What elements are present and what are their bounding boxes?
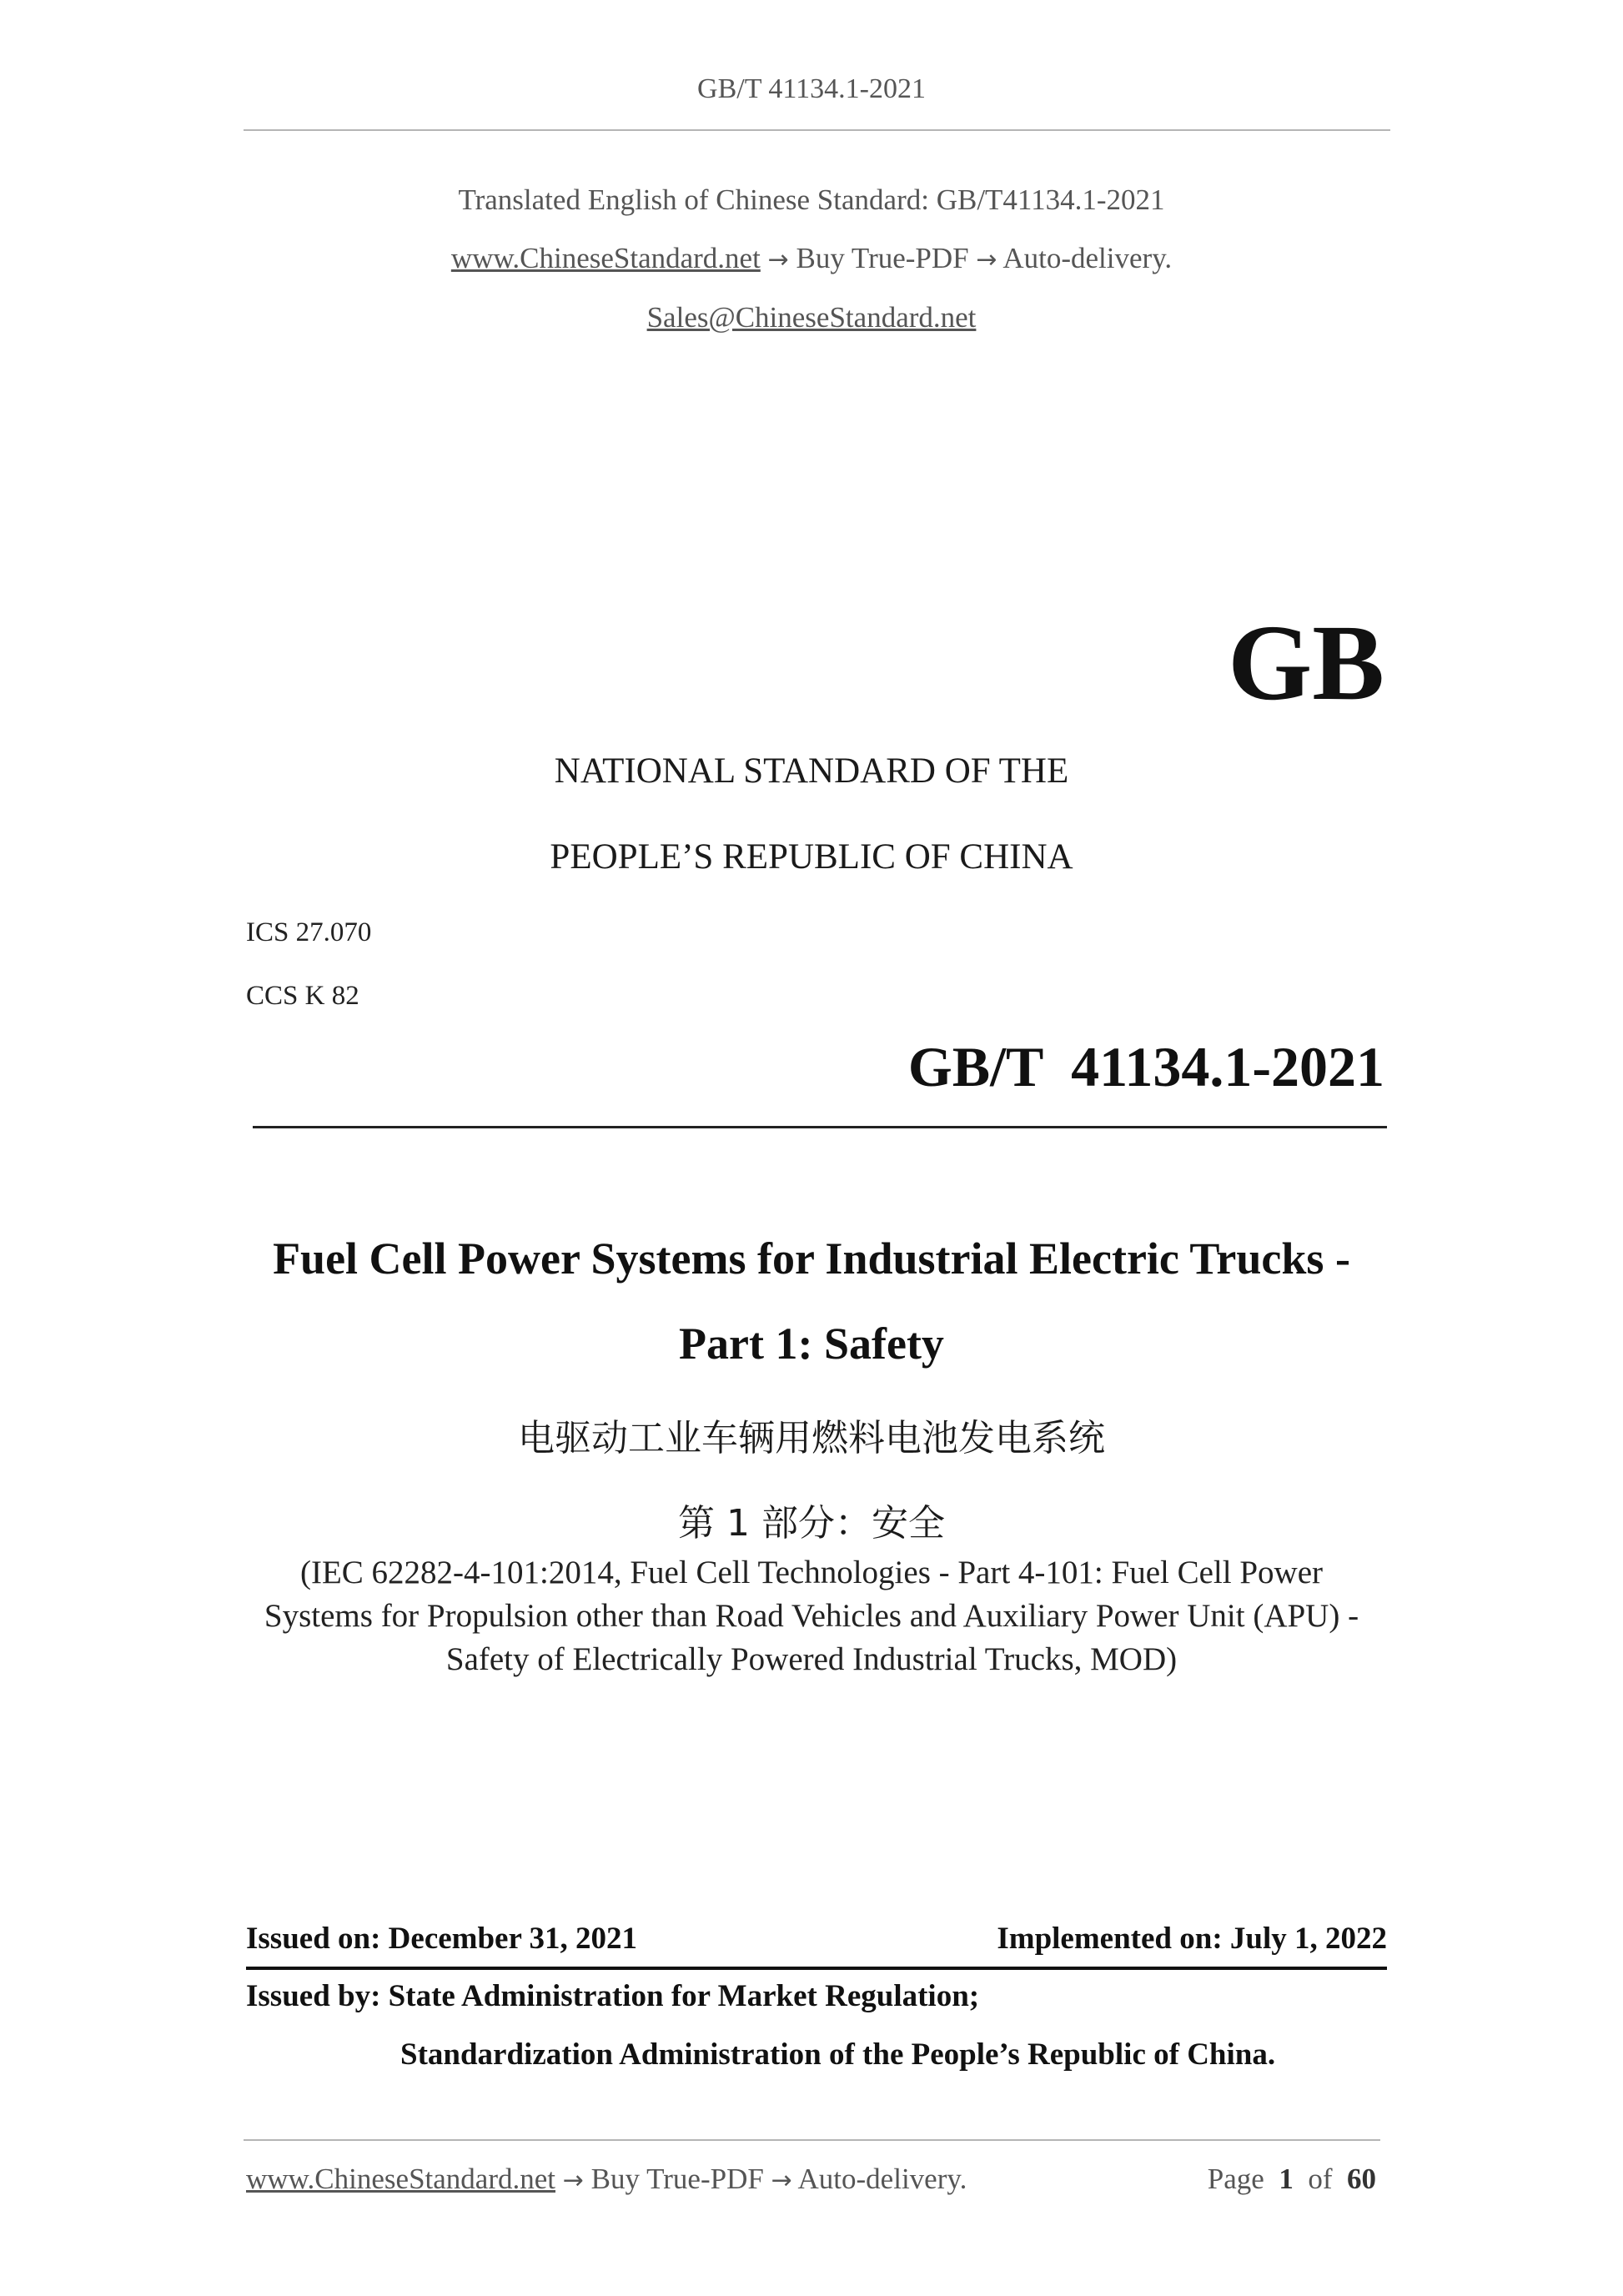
footer-website-link[interactable]: www.ChineseStandard.net (246, 2163, 555, 2195)
total-pages: 60 (1347, 2163, 1376, 2195)
adoption-line: Systems for Propulsion other than Road Vehicles and Auxiliary Power Unit (APU) - (264, 1598, 1359, 1634)
national-standard-line-2: PEOPLE’S REPUBLIC OF CHINA (550, 837, 1073, 877)
issued-by-line-2: Standardization Administration of the People’s Republic of China. (400, 2037, 1276, 2072)
page-indicator (1208, 2163, 1376, 2196)
issued-on-date: Issued on: December 31, 2021 (246, 1922, 637, 1956)
footer-auto-delivery-text: Auto-delivery. (797, 2163, 967, 2195)
english-title-line-1: Fuel Cell Power Systems for Industrial Electric Trucks - (273, 1233, 1350, 1284)
header-divider (244, 129, 1390, 131)
translated-line: Translated English of Chinese Standard: GB/T41134.1-2021 (458, 183, 1165, 216)
ccs-code: CCS K 82 (246, 981, 359, 1011)
adoption-line: (IEC 62282-4-101:2014, Fuel Cell Technologies - Part 4-101: Fuel Cell Power (300, 1555, 1323, 1590)
english-title-line-2: Part 1: Safety (679, 1319, 944, 1369)
email-row (0, 301, 1623, 334)
footer-links-row (246, 2163, 967, 2196)
arrow-right-icon: → (767, 245, 789, 274)
issued-by-line-1: Issued by: State Administration for Market Regulation; (246, 1979, 980, 2013)
issuance-divider (246, 1967, 1387, 1970)
implemented-on-date: Implemented on: July 1, 2022 (997, 1922, 1387, 1956)
page-number: 1 (1279, 2163, 1294, 2195)
promo-links-row (0, 242, 1623, 275)
adoption-note (209, 1551, 1414, 1681)
ics-code: ICS 27.070 (246, 917, 372, 947)
page-label: Page (1207, 2163, 1264, 2195)
running-head: GB/T 41134.1-2021 (697, 73, 926, 104)
standard-number-divider (253, 1126, 1387, 1128)
email-link[interactable]: Sales@ChineseStandard.net (646, 301, 977, 334)
arrow-right-icon: → (562, 2166, 584, 2195)
national-standard-line-1: NATIONAL STANDARD OF THE (554, 751, 1069, 791)
standard-number: GB/T 41134.1-2021 (907, 1035, 1384, 1098)
arrow-right-icon: → (976, 245, 997, 274)
footer-buy-true-pdf-text: Buy True-PDF (590, 2163, 764, 2195)
buy-true-pdf-text: Buy True-PDF (796, 242, 969, 274)
chinese-title-line-2: 第 1 部分：安全 (678, 1502, 945, 1545)
of-label: of (1308, 2163, 1333, 2195)
arrow-right-icon: → (771, 2166, 792, 2195)
gb-mark: GB (1228, 603, 1384, 723)
website-link[interactable]: www.ChineseStandard.net (450, 242, 761, 274)
footer-divider (244, 2139, 1380, 2141)
adoption-line: Safety of Electrically Powered Industrial Trucks, MOD) (445, 1641, 1178, 1677)
chinese-title-line-1: 电驱动工业车辆用燃料电池发电系统 (518, 1417, 1105, 1459)
issuance-dates-row (246, 1921, 1387, 1962)
auto-delivery-text: Auto-delivery. (1002, 242, 1173, 274)
